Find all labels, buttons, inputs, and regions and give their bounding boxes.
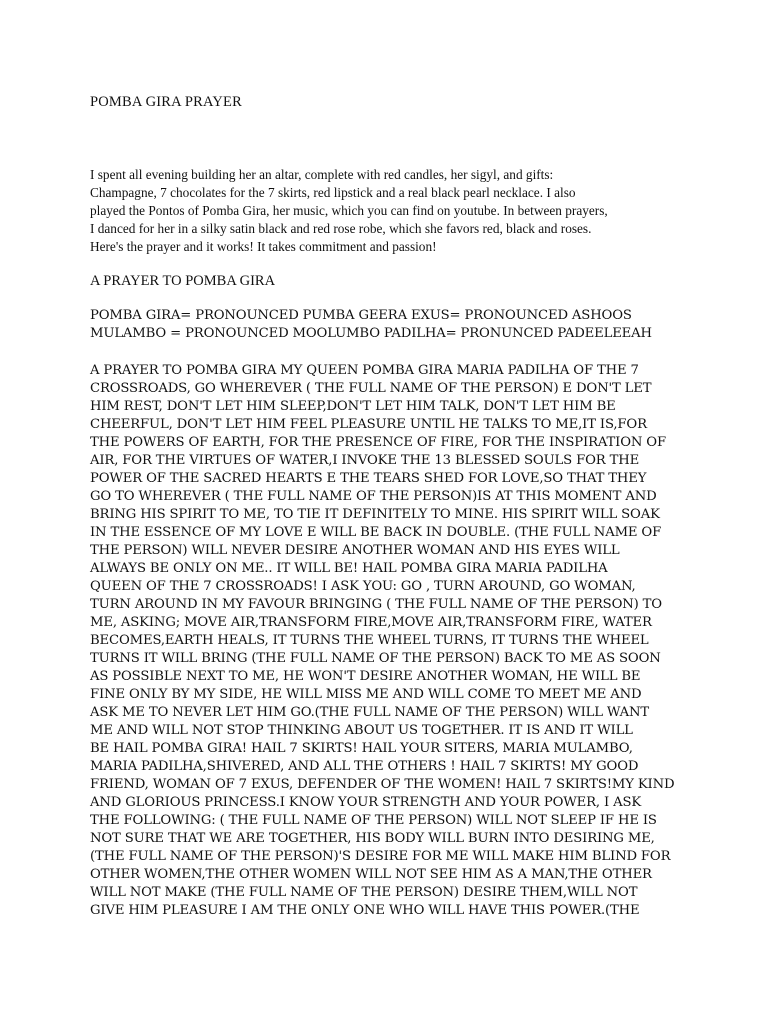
- prayer-line: (THE FULL NAME OF THE PERSON)'S DESIRE FOR ME WILL MAKE HIM BLIND FOR: [90, 849, 671, 864]
- prayer-line: HIM REST, DON'T LET HIM SLEEP,DON'T LET HIM TALK, DON'T LET HIM BE: [90, 399, 616, 414]
- prayer-line: BE HAIL POMBA GIRA! HAIL 7 SKIRTS! HAIL YOUR SITERS, MARIA MULAMBO,: [90, 741, 633, 756]
- prayer-line: ME, ASKING; MOVE AIR,TRANSFORM FIRE,MOVE AIR,TRANSFORM FIRE, WATER: [90, 615, 652, 630]
- prayer-line: THE POWERS OF EARTH, FOR THE PRESENCE OF FIRE, FOR THE INSPIRATION OF: [90, 435, 666, 450]
- prayer-line: NOT SURE THAT WE ARE TOGETHER, HIS BODY WILL BURN INTO DESIRING ME,: [90, 831, 655, 846]
- prayer-line: ASK ME TO NEVER LET HIM GO.(THE FULL NAME OF THE PERSON) WILL WANT: [90, 705, 650, 720]
- prayer-line: QUEEN OF THE 7 CROSSROADS! I ASK YOU: GO , TURN AROUND, GO WOMAN,: [90, 579, 636, 594]
- prayer-line: BRING HIS SPIRIT TO ME, TO TIE IT DEFINITELY TO MINE. HIS SPIRIT WILL SOAK: [90, 507, 660, 522]
- prayer-line: BECOMES,EARTH HEALS, IT TURNS THE WHEEL TURNS, IT TURNS THE WHEEL: [90, 633, 649, 648]
- prayer-line: MARIA PADILHA,SHIVERED, AND ALL THE OTHERS ! HAIL 7 SKIRTS! MY GOOD: [90, 759, 639, 774]
- prayer-line: GIVE HIM PLEASURE I AM THE ONLY ONE WHO WILL HAVE THIS POWER.(THE: [90, 903, 640, 918]
- prayer-line: FRIEND, WOMAN OF 7 EXUS, DEFENDER OF THE WOMEN! HAIL 7 SKIRTS!MY KIND: [90, 777, 675, 792]
- pronunciation-paragraph: [90, 307, 750, 343]
- prayer-line: AND GLORIOUS PRINCESS.I KNOW YOUR STRENGTH AND YOUR POWER, I ASK: [90, 795, 642, 810]
- intro-line: Here's the prayer and it works! It takes commitment and passion!: [90, 239, 437, 254]
- prayer-line: CHEERFUL, DON'T LET HIM FEEL PLEASURE UNTIL HE TALKS TO ME,IT IS,FOR: [90, 417, 647, 432]
- prayer-line: CROSSROADS, GO WHEREVER ( THE FULL NAME OF THE PERSON) E DON'T LET: [90, 381, 652, 396]
- prayer-line: THE PERSON) WILL NEVER DESIRE ANOTHER WOMAN AND HIS EYES WILL: [90, 543, 620, 558]
- prayer-subtitle: A PRAYER TO POMBA GIRA: [90, 273, 276, 289]
- prayer-line: FINE ONLY BY MY SIDE, HE WILL MISS ME AND WILL COME TO MEET ME AND: [90, 687, 642, 702]
- prayer-line: AIR, FOR THE VIRTUES OF WATER,I INVOKE THE 13 BLESSED SOULS FOR THE: [90, 453, 640, 468]
- prayer-line: ALWAYS BE ONLY ON ME.. IT WILL BE! HAIL POMBA GIRA MARIA PADILHA: [90, 561, 608, 576]
- prayer-line: POWER OF THE SACRED HEARTS E THE TEARS SHED FOR LOVE,SO THAT THEY: [90, 471, 647, 486]
- prayer-line: THE FOLLOWING: ( THE FULL NAME OF THE PERSON) WILL NOT SLEEP IF HE IS: [90, 813, 657, 828]
- pronunciation-line: MULAMBO = PRONOUNCED MOOLUMBO PADILHA= PRONUNCED PADEELEEAH: [90, 326, 652, 341]
- intro-paragraph: [90, 166, 750, 256]
- prayer-line: AS POSSIBLE NEXT TO ME, HE WON'T DESIRE ANOTHER WOMAN, HE WILL BE: [90, 669, 641, 684]
- prayer-line: A PRAYER TO POMBA GIRA MY QUEEN POMBA GIRA MARIA PADILHA OF THE 7: [90, 363, 639, 378]
- pronunciation-line: POMBA GIRA= PRONOUNCED PUMBA GEERA EXUS= PRONOUNCED ASHOOS: [90, 308, 632, 323]
- prayer-line: TURNS IT WILL BRING (THE FULL NAME OF THE PERSON) BACK TO ME AS SOON: [90, 651, 661, 666]
- prayer-line: TURN AROUND IN MY FAVOUR BRINGING ( THE FULL NAME OF THE PERSON) TO: [90, 597, 662, 612]
- prayer-line: IN THE ESSENCE OF MY LOVE E WILL BE BACK IN DOUBLE. (THE FULL NAME OF: [90, 525, 662, 540]
- prayer-line: OTHER WOMEN,THE OTHER WOMEN WILL NOT SEE HIM AS A MAN,THE OTHER: [90, 867, 652, 882]
- intro-line: played the Pontos of Pomba Gira, her music, which you can find on youtube. In between prayers,: [90, 203, 608, 218]
- prayer-line: GO TO WHEREVER ( THE FULL NAME OF THE PERSON)IS AT THIS MOMENT AND: [90, 489, 657, 504]
- prayer-paragraph: [90, 362, 750, 920]
- intro-line: I spent all evening building her an altar, complete with red candles, her sigyl, and gifts:: [90, 167, 554, 182]
- intro-line: Champagne, 7 chocolates for the 7 skirts, red lipstick and a real black pearl necklace. I also: [90, 185, 576, 200]
- intro-line: I danced for her in a silky satin black and red rose robe, which she favors red, black and roses.: [90, 221, 592, 236]
- prayer-line: ME AND WILL NOT STOP THINKING ABOUT US TOGETHER. IT IS AND IT WILL: [90, 723, 633, 738]
- document-title: POMBA GIRA PRAYER: [90, 94, 242, 110]
- prayer-line: WILL NOT MAKE (THE FULL NAME OF THE PERSON) DESIRE THEM,WILL NOT: [90, 885, 638, 900]
